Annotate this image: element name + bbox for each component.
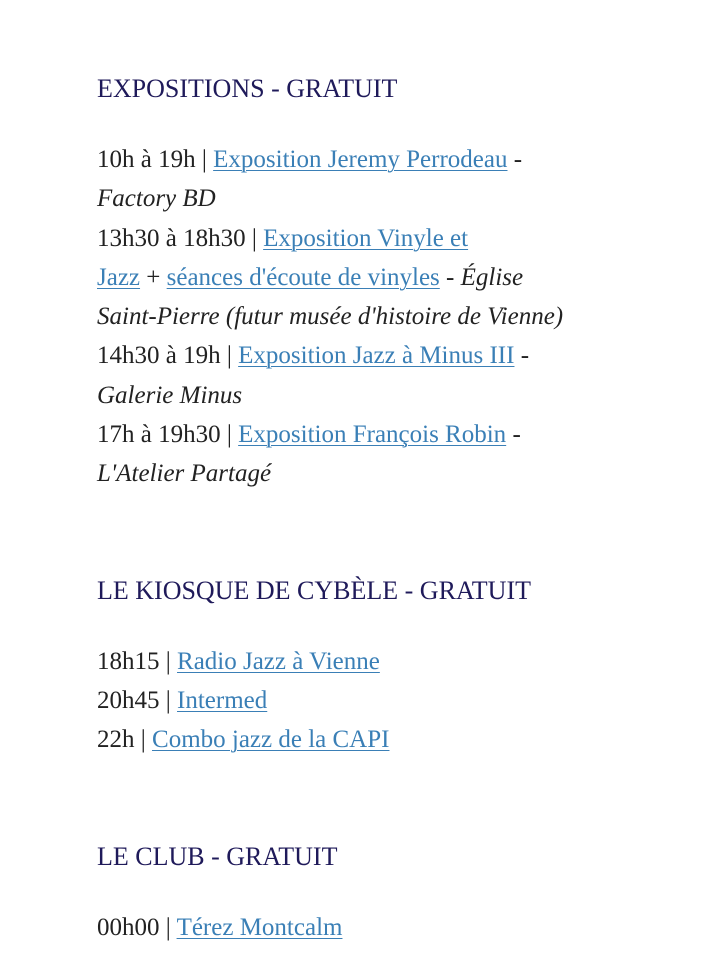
link-exposition-jazz-minus[interactable]: Exposition Jazz à Minus III	[238, 342, 515, 370]
link-terez-montcalm[interactable]: Térez Montcalm	[176, 913, 343, 941]
link-exposition-francois-robin[interactable]: Exposition François Robin	[238, 421, 507, 449]
entry-place-cont: Saint-Pierre (futur musée d'histoire de Vienne)	[97, 303, 564, 331]
section-title-kiosque: LE KIOSQUE DE CYBÈLE - GRATUIT	[97, 575, 532, 605]
separator: |	[220, 421, 239, 449]
entry-line	[97, 642, 657, 681]
entry-line	[97, 908, 657, 947]
entries-kiosque	[97, 642, 657, 760]
separator: -	[506, 421, 521, 449]
separator: |	[220, 342, 239, 370]
entry-place: Galerie Minus	[97, 381, 243, 409]
entry-time: 13h30 à 18h30	[97, 224, 246, 252]
entry-line	[97, 140, 657, 179]
link-intermed[interactable]: Intermed	[177, 686, 268, 714]
entry-time: 00h00	[97, 913, 160, 941]
entry-line	[97, 681, 657, 720]
entry-time: 10h à 19h	[97, 146, 196, 173]
separator: |	[159, 913, 177, 941]
separator: -	[439, 263, 461, 291]
separator: |	[195, 146, 214, 173]
entry-time: 17h à 19h30	[97, 421, 221, 449]
entry-time: 22h	[97, 726, 135, 754]
plus-sign: +	[146, 263, 161, 291]
entry-place: Église	[460, 263, 524, 291]
entry-time: 14h30 à 19h	[97, 342, 221, 370]
link-combo-jazz-capi[interactable]: Combo jazz de la CAPI	[152, 726, 390, 754]
entry-line	[97, 219, 657, 258]
separator: |	[159, 686, 178, 714]
link-radio-jazz-vienne[interactable]: Radio Jazz à Vienne	[177, 647, 380, 675]
separator: |	[134, 726, 153, 754]
link-seances-ecoute-vinyles[interactable]: séances d'écoute de vinyles	[166, 263, 440, 291]
entries-club	[97, 908, 657, 947]
section-expositions	[97, 70, 657, 494]
link-exposition-vinyle-et-jazz-cont[interactable]: Jazz	[97, 263, 141, 291]
entry-place: Factory BD	[97, 185, 216, 213]
separator: -	[514, 342, 530, 370]
section-title-club: LE CLUB - GRATUIT	[97, 841, 338, 871]
separator: |	[159, 647, 178, 675]
link-exposition-jeremy-perrodeau[interactable]: Exposition Jeremy Perrodeau	[213, 146, 508, 173]
section-title-expositions: EXPOSITIONS - GRATUIT	[97, 74, 398, 103]
entry-time: 18h15	[97, 647, 160, 675]
section-kiosque	[97, 572, 657, 760]
entry-place: L'Atelier Partagé	[97, 460, 272, 488]
link-exposition-vinyle-et-jazz[interactable]: Exposition Vinyle et	[263, 224, 469, 252]
entry-line	[97, 720, 657, 759]
entries-expositions	[97, 140, 657, 494]
entry-time: 20h45	[97, 686, 160, 714]
section-club	[97, 838, 657, 947]
separator: -	[507, 146, 523, 173]
entry-line	[97, 415, 657, 454]
separator: |	[245, 224, 264, 252]
entry-line	[97, 336, 657, 375]
